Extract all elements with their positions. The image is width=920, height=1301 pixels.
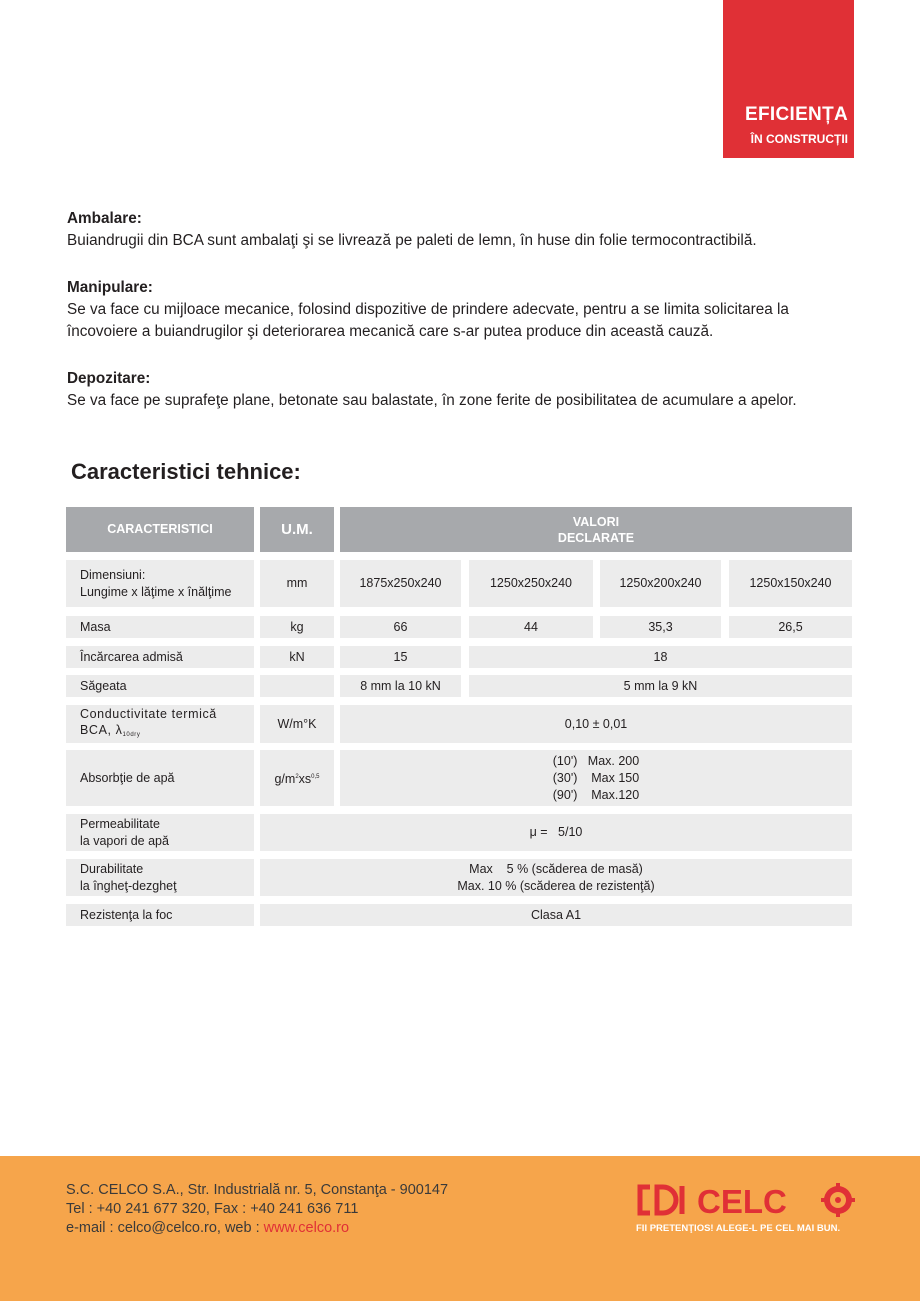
permeab-value: μ = 5/10: [260, 814, 852, 851]
footer-line-3: e-mail : celco@celco.ro, web : www.celco.ro: [66, 1220, 350, 1236]
badge-line-1: EFICIENȚA: [745, 104, 848, 125]
header-valori-line-2: DECLARATE: [557, 530, 635, 545]
masa-unit: kg: [260, 616, 334, 638]
permeab-label-1: Permeabilitate: [80, 816, 160, 831]
absorb-label: Absorbţie de apă: [66, 750, 254, 806]
header-valori-line-1: VALORI: [572, 514, 620, 529]
durab-label-1: Durabilitate: [80, 861, 144, 876]
conduct-unit: W/m°K: [260, 705, 334, 743]
conduct-value: 0,10 ± 0,01: [340, 705, 852, 743]
manipulare-line-2: încovoiere a buiandrugilor şi deteriorarea mecanică care s-ar putea produce din această cauză.: [67, 323, 714, 340]
permeab-label: [66, 814, 254, 851]
row-dim-label: [66, 560, 254, 607]
dim-label-1: Dimensiuni:: [80, 567, 146, 582]
dim-label-2: Lungime x lăţime x înălţime: [80, 584, 232, 599]
ambalare-heading: Ambalare:: [67, 210, 142, 227]
conduct-label-2: BCA, $\lambda_{10dry}$: [80, 722, 141, 738]
permeab-label-2: la vapori de apă: [80, 833, 169, 848]
section-ambalare: [67, 208, 867, 252]
sageata-value-1: 8 mm la 10 kN: [340, 675, 461, 697]
sageata-unit: [260, 675, 334, 697]
section-manipulare: [67, 277, 867, 343]
sageata-label: Săgeata: [66, 675, 254, 697]
masa-value-2: 44: [469, 616, 593, 638]
durab-label: [66, 859, 254, 896]
durab-value-1: Max 5 % (scăderea de masă): [469, 861, 643, 876]
sageata-value-2: 5 mm la 9 kN: [469, 675, 852, 697]
incarcare-unit: kN: [260, 646, 334, 668]
absorb-value-2: (30') Max 150: [552, 770, 640, 785]
absorb-value-1: (10') Max. 200: [552, 753, 640, 768]
dim-value-4: 1250x150x240: [729, 560, 852, 607]
dim-value-2: 1250x250x240: [469, 560, 593, 607]
dim-value-3: 1250x200x240: [600, 560, 721, 607]
foc-value: Clasa A1: [260, 904, 852, 926]
dim-value-1: 1875x250x240: [340, 560, 461, 607]
conduct-label: [66, 705, 254, 743]
website-link[interactable]: www.celco.ro: [263, 1220, 350, 1236]
absorb-unit: $g/m^2xs^{0,5}$: [260, 750, 334, 806]
celco-logo: [636, 1180, 858, 1220]
depozitare-heading: Depozitare:: [67, 370, 151, 387]
header-valori: [340, 507, 852, 552]
section-depozitare: [67, 368, 867, 412]
ambalare-text: Buiandrugii din BCA sunt ambalaţi şi se livrează pe paleti de lemn, în huse din folie termocontractibilă.: [67, 232, 757, 249]
dim-unit: mm: [260, 560, 334, 607]
conduct-label-1: Conductivitate termică: [80, 706, 217, 721]
footer-line-2: Tel : +40 241 677 320, Fax : +40 241 636 711: [66, 1201, 359, 1217]
manipulare-line-1: Se va face cu mijloace mecanice, folosind dispozitive de prindere adecvate, pentru a se limita solicitarea la: [67, 301, 789, 318]
masa-value-1: 66: [340, 616, 461, 638]
durab-values: [260, 859, 852, 896]
logo-wordmark: CELC: [697, 1183, 787, 1220]
header-um: U.M.: [260, 507, 334, 552]
footer-line-1: S.C. CELCO S.A., Str. Industrială nr. 5, Constanţa - 900147: [66, 1182, 449, 1198]
depozitare-text: Se va face pe suprafeţe plane, betonate sau balastate, în zone ferite de posibilitatea de acumulare a apelor.: [67, 392, 797, 409]
masa-value-4: 26,5: [729, 616, 852, 638]
incarcare-value-1: 15: [340, 646, 461, 668]
durab-label-2: la îngheţ-dezgheţ: [80, 878, 177, 893]
incarcare-value-2: 18: [469, 646, 852, 668]
durab-value-2: Max. 10 % (scăderea de rezistenţă): [457, 878, 655, 893]
masa-value-3: 35,3: [600, 616, 721, 638]
footer-tagline: FII PRETENŢIOS! ALEGE-L PE CEL MAI BUN.: [636, 1223, 841, 1234]
brand-corner-badge: [723, 0, 854, 158]
celco-logo-mark: [636, 1180, 858, 1220]
absorb-values: [340, 750, 852, 806]
incarcare-label: Încărcarea admisă: [66, 646, 254, 668]
masa-label: Masa: [66, 616, 254, 638]
manipulare-heading: Manipulare:: [67, 279, 153, 296]
tech-title: Caracteristici tehnice:: [71, 459, 301, 484]
badge-line-2: ÎN CONSTRUCȚII: [750, 132, 848, 146]
foc-label: Rezistenţa la foc: [66, 904, 254, 926]
header-caracteristici: CARACTERISTICI: [66, 507, 254, 552]
footer-address: [66, 1181, 448, 1238]
absorb-value-3: (90') Max.120: [552, 787, 640, 802]
